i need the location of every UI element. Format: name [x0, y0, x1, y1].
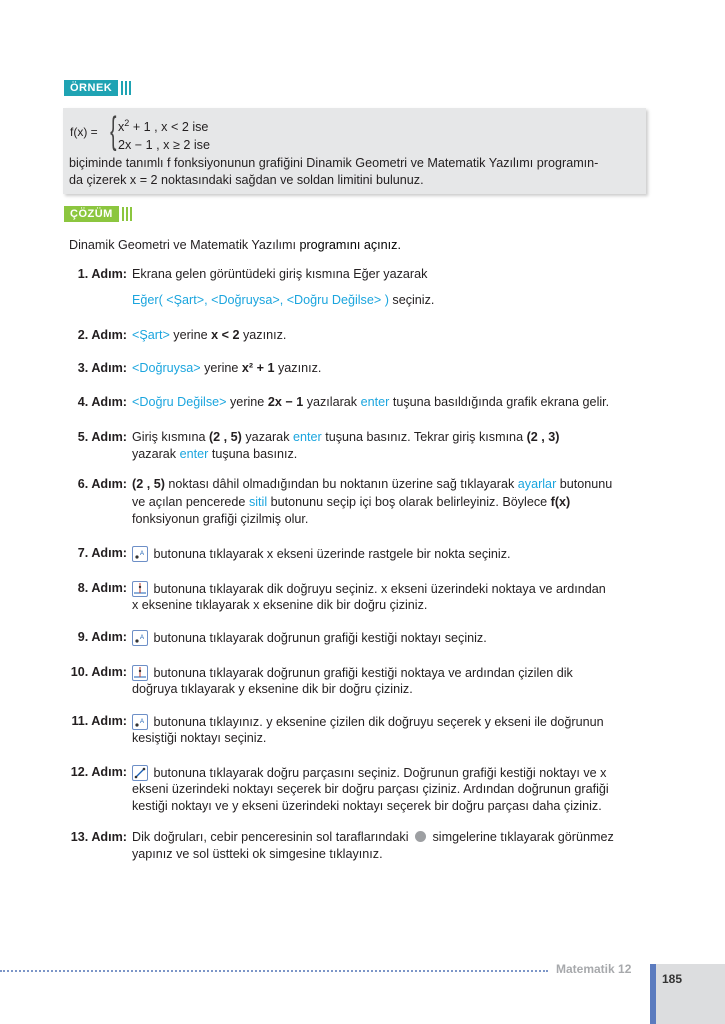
- step-text: yazınız.: [239, 328, 287, 342]
- svg-text:A: A: [140, 719, 145, 725]
- step-line: [132, 598, 427, 612]
- svg-text:A: A: [140, 551, 145, 557]
- step-text: yazarak: [132, 447, 180, 461]
- step-line: [132, 512, 308, 526]
- math-expression: 2x − 1: [267, 395, 304, 409]
- case-2: 2x − 1 , x ≥ 2 ise: [118, 138, 210, 152]
- step-text: ve açılan pencerede: [132, 495, 249, 509]
- tag-bars: [122, 207, 132, 221]
- point-tool-icon: [132, 546, 148, 562]
- example-text-1: biçiminde tanımlı f fonksiyonunun grafiğini Dinamik Geometri ve Matematik Yazılımı programın-: [69, 156, 599, 170]
- step-line: [132, 630, 487, 646]
- case1-sup: 2: [124, 118, 130, 128]
- step-text: x eksenine tıklayarak x eksenine dik bir doğru çiziniz.: [132, 598, 428, 612]
- step-text: yazarak: [241, 430, 293, 444]
- step-number: 8. Adım:: [77, 581, 127, 595]
- highlighted-term: <Şart>: [132, 328, 170, 342]
- step-number: 1. Adım:: [77, 267, 127, 281]
- step-text: Giriş kısmına: [132, 430, 209, 444]
- perpendicular-tool-icon: [132, 581, 148, 597]
- step-number: 11. Adım:: [71, 714, 127, 728]
- example-tag: [64, 80, 131, 96]
- highlighted-term: enter: [360, 395, 390, 409]
- step-text: butonuna tıklayarak dik doğruyu seçiniz. x ekseni üzerindeki noktaya ve ardından: [150, 582, 606, 596]
- step-text: yazınız.: [274, 361, 322, 375]
- step-line: [132, 546, 511, 562]
- step-number: 7. Adım:: [77, 546, 127, 560]
- intro-text: Dinamik Geometri ve Matematik Yazılımı: [69, 238, 300, 252]
- step-text: Dik doğruları, cebir penceresinin sol taraflarındaki: [132, 830, 412, 844]
- step-text: seçiniz.: [388, 293, 435, 307]
- example-text-2: da çizerek x = 2 noktasındaki sağdan ve soldan limitini bulunuz.: [69, 173, 424, 187]
- step-text: kestiği noktayı ve y ekseni üzerindeki noktayı seçerek bir doğru parçası daha çiziniz.: [132, 799, 602, 813]
- step-line: [132, 361, 321, 375]
- highlighted-term: Eğer( <Şart>, <Doğruysa>, <Doğru Değilse> ): [132, 293, 389, 307]
- step-text: butonuna tıklayarak doğrunun grafiği kestiği noktayı seçiniz.: [150, 631, 487, 645]
- step-line: [132, 731, 266, 745]
- step-text: butonuna tıklayarak doğru parçasını seçiniz. Doğrunun grafiği kestiği noktayı ve x: [150, 766, 607, 780]
- step-line: [132, 447, 297, 461]
- step-number: 9. Adım:: [77, 630, 127, 644]
- step-number: 3. Adım:: [77, 361, 127, 375]
- case-1: [118, 118, 208, 134]
- math-expression: x² + 1: [241, 361, 275, 375]
- step-number: 10. Adım:: [70, 665, 127, 679]
- step-text: doğruya tıklayarak y eksenine dik bir doğru çiziniz.: [132, 682, 413, 696]
- highlighted-term: <Doğruysa>: [132, 361, 201, 375]
- step-text: butonuna tıklayarak doğrunun grafiği kestiği noktaya ve ardından çizilen dik: [150, 666, 573, 680]
- step-line: [132, 682, 413, 696]
- intro-emphasis: programını açınız.: [299, 238, 401, 252]
- step-line: [132, 799, 602, 813]
- math-expression: x < 2: [211, 328, 240, 342]
- example-box: [63, 108, 646, 194]
- step-text: butonuna tıklayarak x ekseni üzerinde rastgele bir nokta seçiniz.: [150, 547, 511, 561]
- segment-tool-icon: [132, 765, 148, 781]
- step-text: yerine: [200, 361, 242, 375]
- step-line: [132, 495, 570, 509]
- svg-text:A: A: [140, 635, 145, 641]
- math-expression: (2 , 3): [526, 430, 560, 444]
- step-text: tuşuna basınız. Tekrar giriş kısmına: [321, 430, 527, 444]
- step-text: ekseni üzerindeki noktayı seçerek bir doğru parçası çiziniz. Ardından doğrunun grafiği: [132, 782, 609, 796]
- step-number: 4. Adım:: [77, 395, 127, 409]
- step-text: yapınız ve sol üstteki ok simgesine tıklayınız.: [132, 847, 383, 861]
- step-line: [132, 477, 612, 491]
- case1-expr: x: [118, 120, 125, 135]
- step-text: simgelerine tıklayarak görünmez: [429, 830, 614, 844]
- highlighted-term: <Doğru Değilse>: [132, 395, 227, 409]
- math-expression: (2 , 5): [208, 430, 242, 444]
- highlighted-term: sitil: [248, 495, 268, 509]
- highlighted-term: ayarlar: [517, 477, 557, 491]
- step-text: yerine: [226, 395, 268, 409]
- solution-tag: [64, 206, 132, 222]
- step-text: butonunu seçip içi boş olarak belirleyiniz. Böylece: [267, 495, 551, 509]
- step-text: Ekrana gelen görüntüdeki giriş kısmına Eğer yazarak: [132, 267, 428, 281]
- tag-bars: [121, 81, 131, 95]
- step-text: tuşuna basınız.: [208, 447, 298, 461]
- function-lhs: f(x) =: [70, 125, 98, 139]
- step-line: [132, 782, 609, 796]
- step-line: [132, 847, 383, 861]
- point-tool-icon: [132, 714, 148, 730]
- math-expression: (2 , 5): [132, 477, 165, 491]
- step-line: [132, 765, 606, 781]
- case1-rest: + 1 , x < 2 ise: [132, 120, 209, 135]
- step-text: butonuna tıklayınız. y eksenine çizilen dik doğruyu seçerek y ekseni ile doğrunun: [150, 715, 604, 729]
- step-text: butonunu: [556, 477, 613, 491]
- step-number: 6. Adım:: [77, 477, 127, 491]
- step-line: [132, 293, 434, 307]
- highlighted-term: enter: [179, 447, 209, 461]
- solution-intro: [69, 238, 401, 252]
- step-line: [132, 830, 614, 844]
- step-text: kesiştiği noktayı seçiniz.: [132, 731, 267, 745]
- step-line: [132, 665, 573, 681]
- step-text: tuşuna basıldığında grafik ekrana gelir.: [389, 395, 610, 409]
- visibility-dot-icon: [415, 831, 426, 842]
- step-number: 12. Adım:: [70, 765, 127, 779]
- step-line: [132, 714, 604, 730]
- step-number: 2. Adım:: [77, 328, 127, 342]
- step-text: fonksiyonun grafiği çizilmiş olur.: [132, 512, 309, 526]
- footer-divider: [0, 970, 548, 972]
- step-line: [132, 395, 609, 409]
- math-expression: f(x): [550, 495, 571, 509]
- page-number: 185: [662, 972, 683, 986]
- step-text: yazılarak: [303, 395, 361, 409]
- step-number: 5. Adım:: [77, 430, 127, 444]
- solution-label: ÇÖZÜM: [64, 206, 119, 222]
- step-text: noktası dâhil olmadığından bu noktanın üzerine sağ tıklayarak: [164, 477, 518, 491]
- step-line: [132, 267, 427, 281]
- example-label: ÖRNEK: [64, 80, 118, 96]
- highlighted-term: enter: [293, 430, 322, 444]
- step-line: [132, 581, 606, 597]
- step-line: [132, 328, 286, 342]
- book-title: Matematik 12: [556, 962, 632, 976]
- step-text: yerine: [169, 328, 212, 342]
- point-tool-icon: [132, 630, 148, 646]
- perpendicular-tool-icon: [132, 665, 148, 681]
- brace: {: [110, 110, 117, 152]
- step-line: [132, 430, 559, 444]
- step-number: 13. Adım:: [70, 830, 127, 844]
